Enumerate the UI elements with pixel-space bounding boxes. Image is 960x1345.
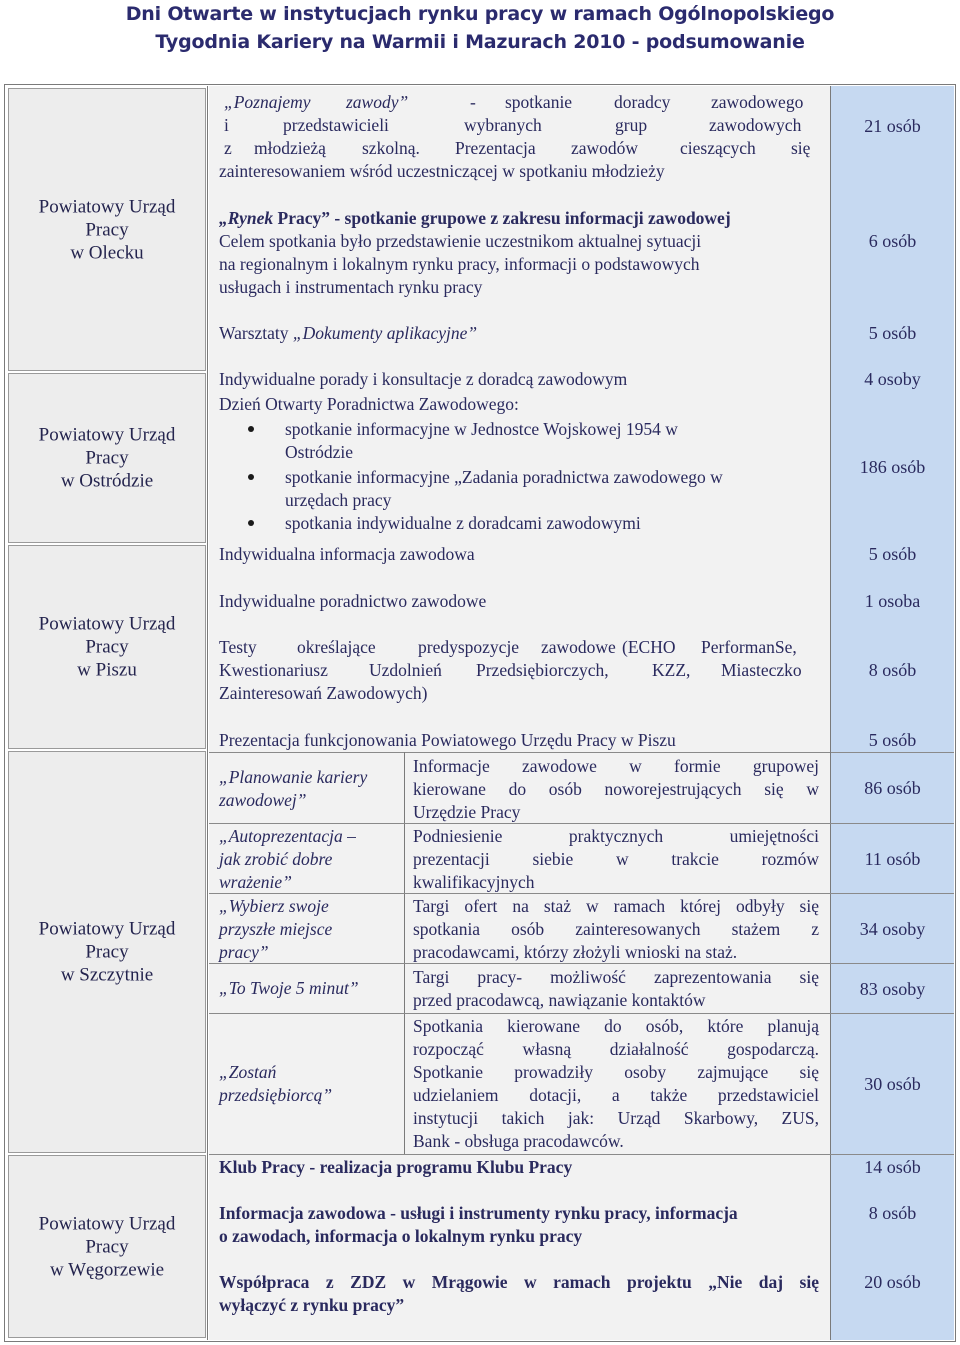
office-name: Powiatowy Urząd xyxy=(38,196,176,217)
activity-text: na regionalnym i lokalnym rynku pracy, informacji o podstawowych xyxy=(219,254,700,274)
activity-title: Informacja zawodowa - usługi i instrumenty rynku pracy, informacja xyxy=(219,1203,738,1223)
column-divider xyxy=(207,86,208,1340)
office-name: Pracy xyxy=(85,1236,129,1257)
activity-text: spotkanie informacyjne w Jednostce Wojskowej 1954 w xyxy=(285,419,678,439)
office-city: w Węgorzewie xyxy=(49,1259,165,1280)
workshop-title: „To Twoje 5 minut” xyxy=(219,978,359,998)
participant-count: 5 osób xyxy=(868,730,917,750)
workshop-description: pracodawcami, którzy złożyli wnioski na staż. xyxy=(413,942,738,962)
activity-text: Indywidualne porady i konsultacje z doradcą zawodowym xyxy=(219,369,628,389)
row-divider xyxy=(209,893,954,894)
workshop-title: wrażenie” xyxy=(219,872,292,892)
column-divider xyxy=(404,752,405,1154)
office-name: Pracy xyxy=(85,219,129,240)
participant-count: 21 osób xyxy=(864,116,921,136)
activity-text: z xyxy=(224,138,232,158)
workshop-label: Warsztaty xyxy=(219,323,289,343)
title-line-2: Tygodnia Kariery na Warmii i Mazurach 2010 - podsumowanie xyxy=(155,31,805,53)
activity-text: usługach i instrumentach rynku pracy xyxy=(219,277,483,297)
office-label-ostroda xyxy=(8,373,206,543)
office-city: w Piszu xyxy=(77,659,137,681)
activity-text: zawody” xyxy=(346,92,409,112)
activity-text: Indywidualne poradnictwo zawodowe xyxy=(219,591,487,611)
participant-count: 5 osób xyxy=(868,544,917,564)
activity-text: - xyxy=(470,92,476,112)
activity-title: wyłączyć z rynku pracy” xyxy=(219,1295,405,1315)
participant-count: 1 osoba xyxy=(864,591,921,611)
office-city: w Szczytnie xyxy=(60,964,154,986)
row-divider xyxy=(831,752,954,753)
activity-title-italic: „Rynek xyxy=(219,208,274,228)
office-name: Pracy xyxy=(85,636,129,658)
workshop-title: przedsiębiorcą” xyxy=(219,1085,333,1105)
activity-text: spotkania indywidualne z doradcami zawodowymi xyxy=(285,513,641,533)
participant-count: 30 osób xyxy=(864,1074,921,1094)
activity-text: predyspozycje xyxy=(418,637,520,657)
activity-text: zawodowego xyxy=(711,92,804,112)
activity-text: grup xyxy=(615,115,648,135)
workshop-title: jak zrobić dobre xyxy=(219,849,333,869)
participant-count: 20 osób xyxy=(864,1272,921,1292)
participant-count: 5 osób xyxy=(868,323,917,343)
activity-text: określające xyxy=(297,637,376,657)
activity-text: Miasteczko xyxy=(721,660,802,680)
activity-text: zawodowych xyxy=(709,115,802,135)
participant-count: 8 osób xyxy=(868,1203,917,1223)
office-name: Powiatowy Urząd xyxy=(38,424,176,446)
participant-count: 86 osób xyxy=(864,778,921,798)
workshop-description: Targi ofert na staż w ramach której odbyły się xyxy=(413,896,819,916)
participant-count: 83 osoby xyxy=(859,979,926,999)
office-label-pisz xyxy=(8,545,206,749)
workshop-description: kwalifikacyjnych xyxy=(413,872,535,892)
workshop-description: prezentacji siebie w trakcie rozmów xyxy=(413,849,819,869)
activity-text: „Poznajemy xyxy=(224,92,311,112)
activity-text: zainteresowaniem wśród uczestniczącej w spotkaniu młodzieży xyxy=(219,161,665,181)
column-divider xyxy=(830,86,831,1340)
workshop-title: „Wybierz swoje xyxy=(219,896,329,916)
activity-text: szkolną. xyxy=(362,138,420,158)
workshop-description: Spotkanie prowadziły osoby zajmujące się xyxy=(413,1062,819,1082)
bullet-icon xyxy=(248,474,254,480)
activity-text: PerformanSe, xyxy=(701,637,797,657)
activity-text: doradcy xyxy=(614,92,671,112)
workshop-title: przyszłe miejsce xyxy=(219,919,333,939)
activity-text: KZZ, xyxy=(652,660,691,680)
workshop-title: zawodowej” xyxy=(219,790,307,810)
workshop-description: Urzędzie Pracy xyxy=(413,802,521,822)
office-label-szczytno xyxy=(8,751,206,1153)
activity-text: zawodowe xyxy=(541,637,616,657)
workshop-description: Informacje zawodowe w formie grupowej xyxy=(413,756,819,776)
participant-count: 8 osób xyxy=(868,660,917,680)
activity-text: spotkanie informacyjne „Zadania poradnictwa zawodowego w xyxy=(285,467,723,487)
activity-text: i xyxy=(224,115,229,135)
participant-count: 4 osoby xyxy=(864,369,921,389)
activity-text: urzędach pracy xyxy=(285,490,392,510)
workshop-description: udzielaniem dotacji, a także przedstawiciel xyxy=(413,1085,819,1105)
workshop-title: „Planowanie kariery xyxy=(219,767,368,787)
workshop-description: kierowane do osób noworejestrujących się w xyxy=(413,779,819,799)
bullet-icon xyxy=(248,520,254,526)
workshop-title: „Autoprezentacja – xyxy=(219,826,356,846)
activity-text: Celem spotkania było przedstawienie uczestnikom aktualnej sytuacji xyxy=(219,231,702,251)
activity-text: zawodów xyxy=(571,138,639,158)
office-name: Pracy xyxy=(85,447,129,469)
office-name: Pracy xyxy=(85,941,129,963)
page-title xyxy=(0,0,960,56)
activity-text: (ECHO xyxy=(622,637,676,657)
activity-text: Prezentacja xyxy=(455,138,536,158)
office-label-wegorzewo xyxy=(8,1155,206,1338)
participant-count: 186 osób xyxy=(859,457,926,477)
participant-count: 11 osób xyxy=(864,849,921,869)
activity-title: Współpraca z ZDZ w Mrągowie w ramach projektu „Nie daj się xyxy=(219,1272,819,1292)
workshop-description: Bank - obsługa pracodawców. xyxy=(413,1131,624,1151)
activity-text: Przedsiębiorczych, xyxy=(476,660,609,680)
office-name: Powiatowy Urząd xyxy=(38,1213,176,1234)
activity-text: cieszących xyxy=(680,138,756,158)
office-label-olecko xyxy=(8,88,206,371)
office-city: w Olecku xyxy=(70,242,144,263)
activity-title: Klub Pracy - realizacja programu Klubu Pracy xyxy=(219,1157,573,1177)
workshop-title: pracy” xyxy=(219,942,269,962)
office-name: Powiatowy Urząd xyxy=(38,613,176,635)
workshop-title: „Zostań xyxy=(219,1062,277,1082)
activity-text: przedstawicieli xyxy=(283,115,389,135)
activity-text: się xyxy=(791,138,811,158)
row-divider xyxy=(209,1154,954,1155)
activity-text: Kwestionariusz xyxy=(219,660,328,680)
office-city: w Ostródzie xyxy=(60,470,154,492)
bullet-icon xyxy=(248,426,254,432)
office-name: Powiatowy Urząd xyxy=(38,918,176,940)
title-line-1: Dni Otwarte w instytucjach rynku pracy w ramach Ogólnopolskiego xyxy=(125,3,835,25)
activity-text: Uzdolnień xyxy=(369,660,442,680)
workshop-description: Spotkania kierowane do osób, które planują xyxy=(413,1016,819,1036)
activity-text: Zainteresowań Zawodowych) xyxy=(219,683,428,703)
row-divider xyxy=(209,823,954,824)
activity-text: Ostródzie xyxy=(285,442,354,462)
activity-text: Dzień Otwarty Poradnictwa Zawodowego: xyxy=(219,394,519,414)
activity-text: spotkanie xyxy=(505,92,573,112)
participant-count: 14 osób xyxy=(864,1157,921,1177)
workshop-description: Targi pracy- możliwość zaprezentowania się xyxy=(413,967,819,987)
activity-title xyxy=(219,322,477,345)
activity-title-rest: Pracy” - spotkanie grupowe z zakresu informacji zawodowej xyxy=(277,208,731,228)
activity-text: Indywidualna informacja zawodowa xyxy=(219,544,475,564)
workshop-topic: „Dokumenty aplikacyjne” xyxy=(292,323,478,343)
participant-count: 34 osoby xyxy=(859,919,926,939)
activity-text: wybranych xyxy=(464,115,542,135)
workshop-description: instytucji takich jak: Urząd Skarbowy, ZUS, xyxy=(413,1108,819,1128)
participant-count: 6 osób xyxy=(868,231,917,251)
activity-text: Testy xyxy=(219,637,257,657)
activity-text: młodzieżą xyxy=(254,138,326,158)
workshop-description: spotkania osób zainteresowanych stażem z xyxy=(413,919,819,939)
workshop-description: przed pracodawcą, nawiązanie kontaktów xyxy=(413,990,706,1010)
activity-title: o zawodach, informacja o lokalnym rynku pracy xyxy=(219,1226,583,1246)
activity-title xyxy=(219,207,731,230)
workshop-description: rozpocząć własną działalność gospodarczą. xyxy=(413,1039,819,1059)
activity-text: Prezentacja funkcjonowania Powiatowego Urzędu Pracy w Piszu xyxy=(219,730,676,750)
row-divider xyxy=(209,752,830,753)
workshop-description: Podniesienie praktycznych umiejętności xyxy=(413,826,819,846)
row-divider xyxy=(209,1013,954,1014)
